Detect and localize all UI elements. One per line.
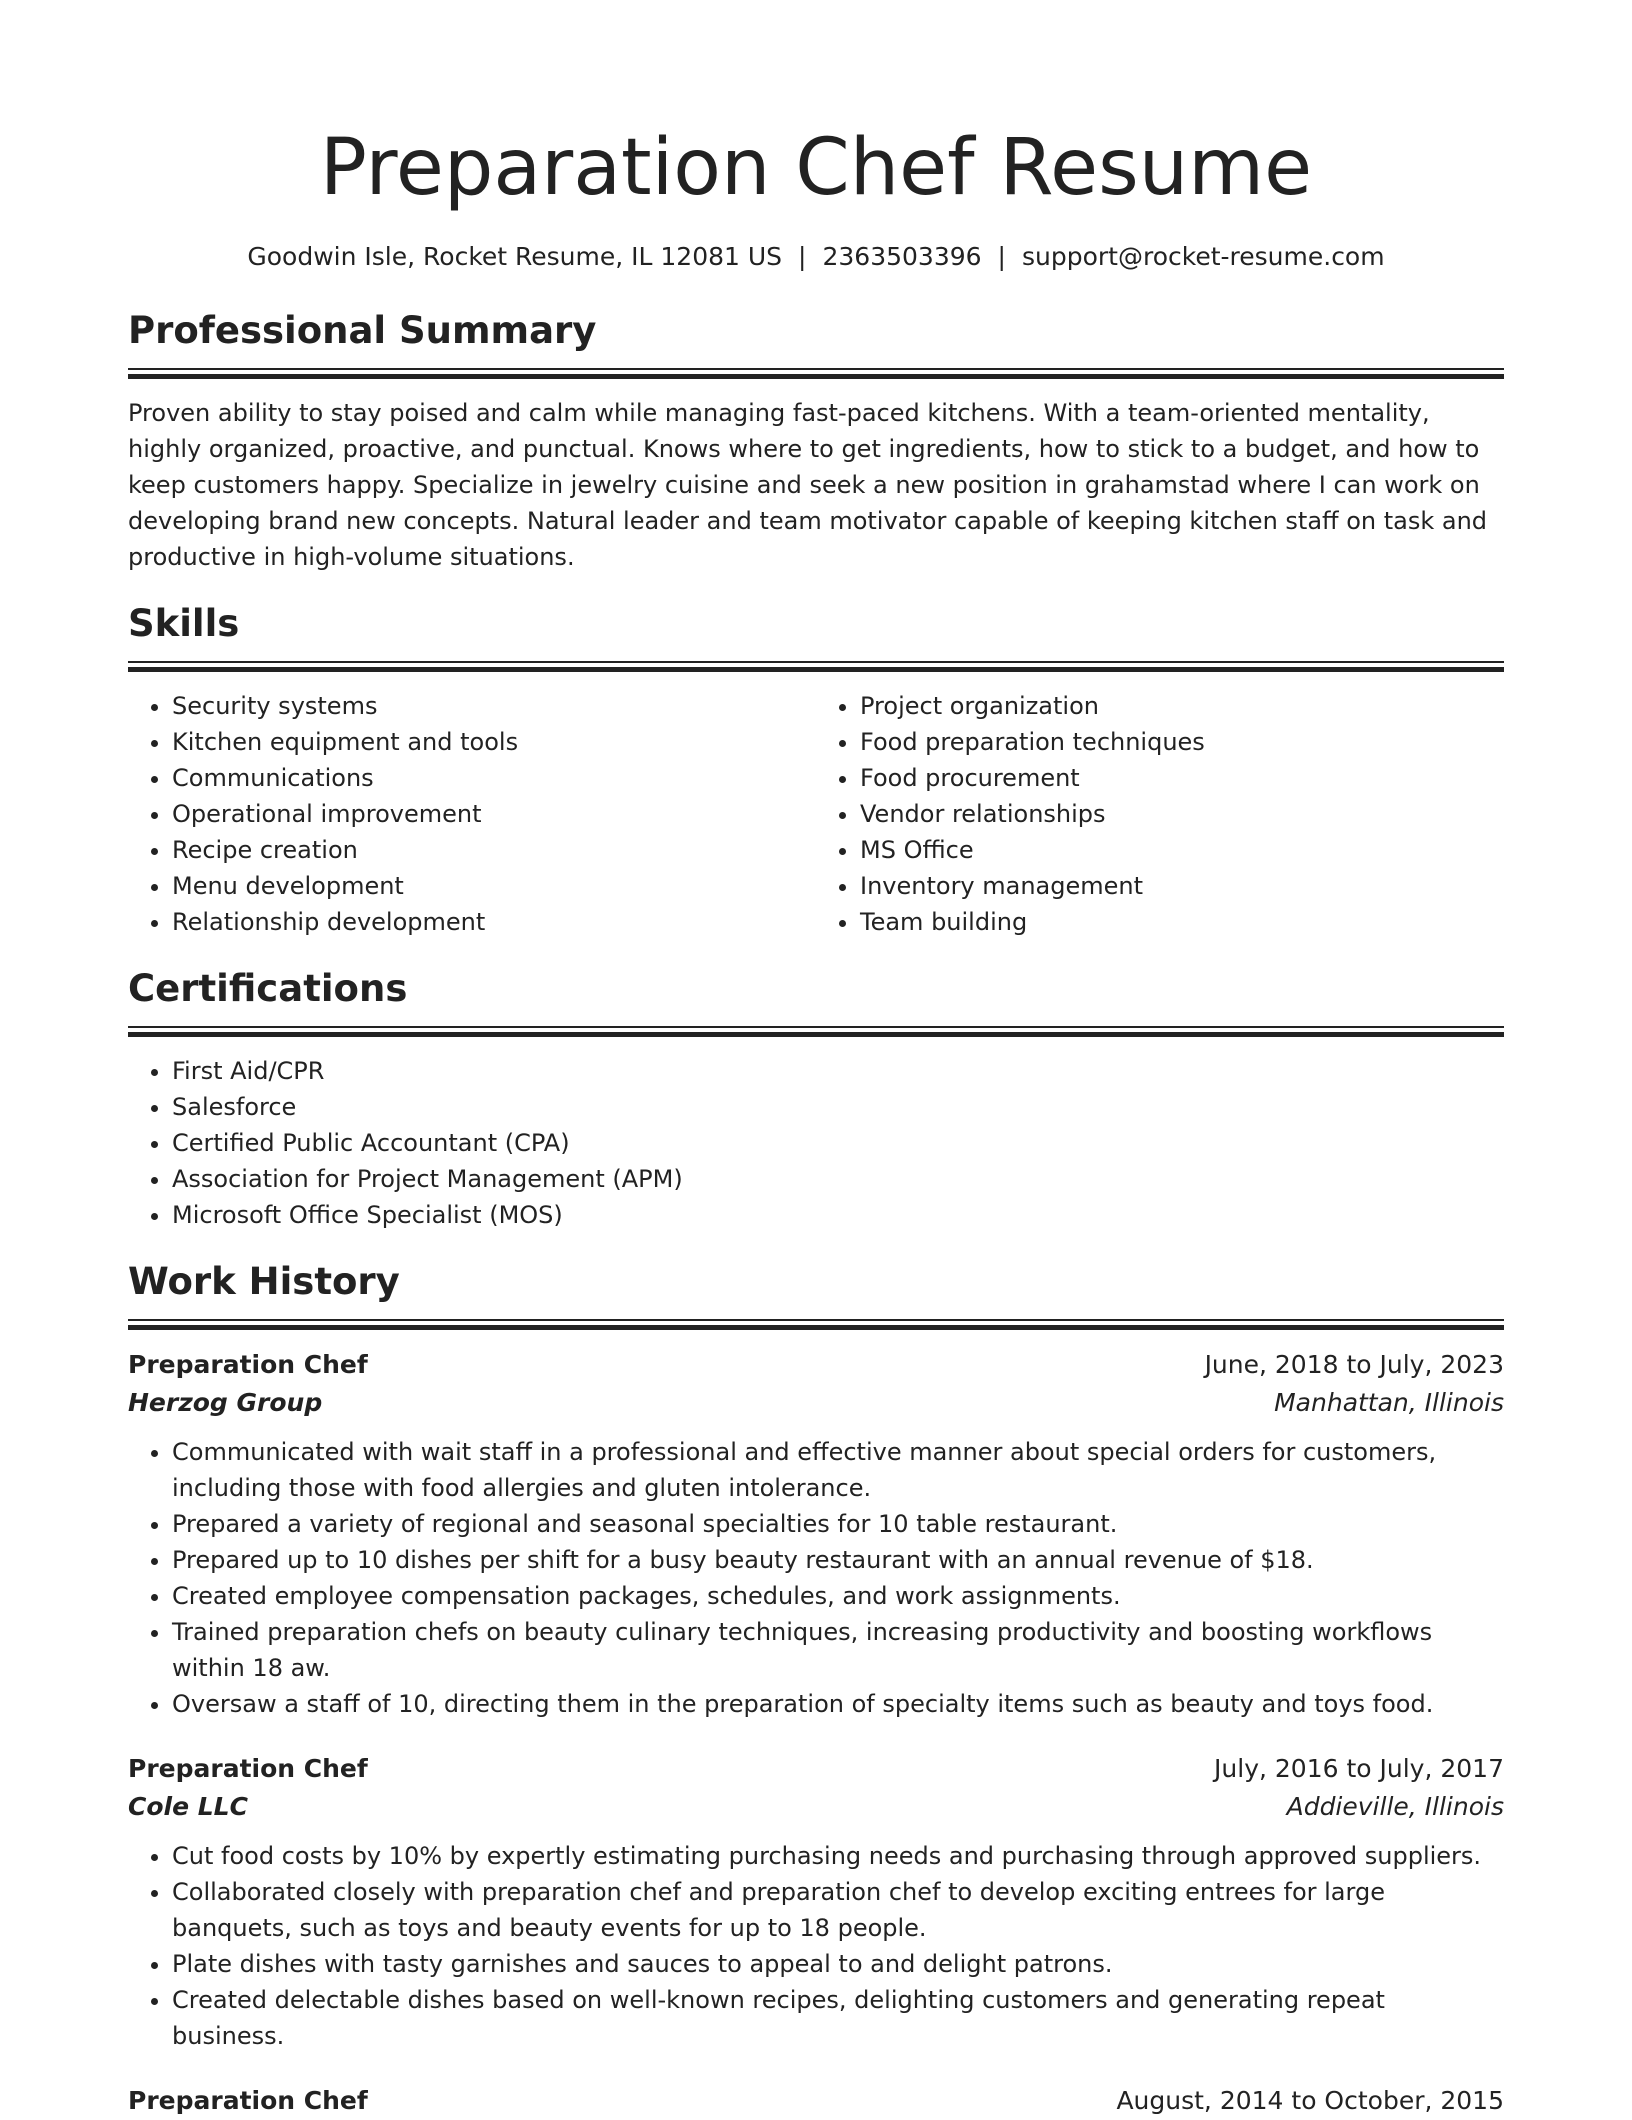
skill-item: • Food procurement bbox=[860, 760, 1504, 796]
job-subheader bbox=[128, 1384, 1504, 1422]
job-header bbox=[128, 2082, 1504, 2120]
certifications-list bbox=[128, 1053, 1504, 1233]
job-bullet: • Prepared up to 10 dishes per shift for a busy beauty restaurant with an annual revenue of $18. bbox=[172, 1542, 1504, 1578]
work-heading: Work History bbox=[128, 1260, 400, 1303]
skill-item: • Security systems bbox=[172, 688, 816, 724]
job-subheader bbox=[128, 1788, 1504, 1826]
job-location: Manhattan, Illinois bbox=[1274, 1388, 1504, 1417]
skill-item: • MS Office bbox=[860, 832, 1504, 868]
certification-item: • Microsoft Office Specialist (MOS) bbox=[172, 1197, 1504, 1233]
section-divider bbox=[128, 368, 1504, 379]
skill-item: • Team building bbox=[860, 904, 1504, 940]
job-title: Preparation Chef bbox=[128, 1754, 368, 1783]
contact-separator: | bbox=[798, 242, 807, 271]
job-company: Herzog Group bbox=[128, 1388, 323, 1417]
job-entry bbox=[128, 1750, 1504, 2054]
job-bullet: • Created delectable dishes based on well-known recipes, delighting customers and generating repeat business. bbox=[172, 1982, 1504, 2054]
skill-item: • Communications bbox=[172, 760, 816, 796]
job-bullet: • Prepared a variety of regional and seasonal specialties for 10 table restaurant. bbox=[172, 1506, 1504, 1542]
skill-item: • Menu development bbox=[172, 868, 816, 904]
contact-address: Goodwin Isle, Rocket Resume, IL 12081 US bbox=[247, 242, 783, 271]
job-bullet: • Collaborated closely with preparation chef and preparation chef to develop exciting entrees for large banquets, such as toys and beauty events for up to 18 people. bbox=[172, 1874, 1504, 1946]
skills-heading: Skills bbox=[128, 602, 240, 645]
skills-list-left bbox=[128, 688, 816, 940]
job-dates: June, 2018 to July, 2023 bbox=[1204, 1350, 1504, 1379]
job-entry bbox=[128, 1346, 1504, 1722]
job-bullet: • Trained preparation chefs on beauty culinary techniques, increasing productivity and boosting workflows within 18 aw. bbox=[172, 1614, 1504, 1686]
job-bullets bbox=[128, 1434, 1504, 1722]
skill-item: • Inventory management bbox=[860, 868, 1504, 904]
skills-list-right bbox=[816, 688, 1504, 940]
resume-page bbox=[128, 0, 1504, 2120]
job-bullets bbox=[128, 1838, 1504, 2054]
job-title: Preparation Chef bbox=[128, 1350, 368, 1379]
certification-item: • Salesforce bbox=[172, 1089, 1504, 1125]
skill-item: • Vendor relationships bbox=[860, 796, 1504, 832]
section-divider bbox=[128, 1026, 1504, 1037]
skills-section bbox=[128, 601, 1504, 940]
certification-item: • Certified Public Accountant (CPA) bbox=[172, 1125, 1504, 1161]
job-dates: July, 2016 to July, 2017 bbox=[1214, 1754, 1504, 1783]
job-bullet: • Communicated with wait staff in a professional and effective manner about special orders for customers, including those with food allergies and gluten intolerance. bbox=[172, 1434, 1504, 1506]
job-bullet: • Oversaw a staff of 10, directing them in the preparation of specialty items such as beauty and toys food. bbox=[172, 1686, 1504, 1722]
skill-item: • Food preparation techniques bbox=[860, 724, 1504, 760]
skill-item: • Operational improvement bbox=[172, 796, 816, 832]
job-title: Preparation Chef bbox=[128, 2086, 368, 2115]
summary-heading: Professional Summary bbox=[128, 309, 597, 352]
job-dates: August, 2014 to October, 2015 bbox=[1116, 2086, 1504, 2115]
resume-title: Preparation Chef Resume bbox=[319, 123, 1313, 213]
summary-section bbox=[128, 308, 1504, 575]
section-divider bbox=[128, 661, 1504, 672]
section-divider bbox=[128, 1319, 1504, 1330]
skills-columns bbox=[128, 688, 1504, 940]
job-header bbox=[128, 1750, 1504, 1788]
contact-separator: | bbox=[997, 242, 1006, 271]
job-location: Addieville, Illinois bbox=[1286, 1792, 1504, 1821]
certification-item: • First Aid/CPR bbox=[172, 1053, 1504, 1089]
skill-item: • Kitchen equipment and tools bbox=[172, 724, 816, 760]
job-header bbox=[128, 1346, 1504, 1384]
contact-phone: 2363503396 bbox=[822, 242, 982, 271]
skill-item: • Relationship development bbox=[172, 904, 816, 940]
skill-item: • Project organization bbox=[860, 688, 1504, 724]
summary-text: Proven ability to stay poised and calm while managing fast-paced kitchens. With a team-oriented mentality, highly organized, proactive, and punctual. Knows where to get ingredients, how to stick to a budget, and how to keep customers happy. Specialize in jewelry cuisine and seek a new position in grahamstad where I can work on developing brand new concepts. Natural leader and team motivator capable of keeping kitchen staff on task and productive in high-volume situations. bbox=[128, 399, 1488, 571]
certification-item: • Association for Project Management (APM) bbox=[172, 1161, 1504, 1197]
job-bullet: • Cut food costs by 10% by expertly estimating purchasing needs and purchasing through approved suppliers. bbox=[172, 1838, 1504, 1874]
contact-email: support@rocket-resume.com bbox=[1021, 242, 1385, 271]
certifications-section bbox=[128, 966, 1504, 1233]
job-bullet: • Plate dishes with tasty garnishes and sauces to appeal to and delight patrons. bbox=[172, 1946, 1504, 1982]
skill-item: • Recipe creation bbox=[172, 832, 816, 868]
contact-line bbox=[128, 240, 1504, 274]
job-bullet: • Created employee compensation packages, schedules, and work assignments. bbox=[172, 1578, 1504, 1614]
certifications-heading: Certifications bbox=[128, 967, 408, 1010]
work-section bbox=[128, 1259, 1504, 2120]
job-entry bbox=[128, 2082, 1504, 2120]
job-company: Cole LLC bbox=[128, 1792, 248, 1821]
